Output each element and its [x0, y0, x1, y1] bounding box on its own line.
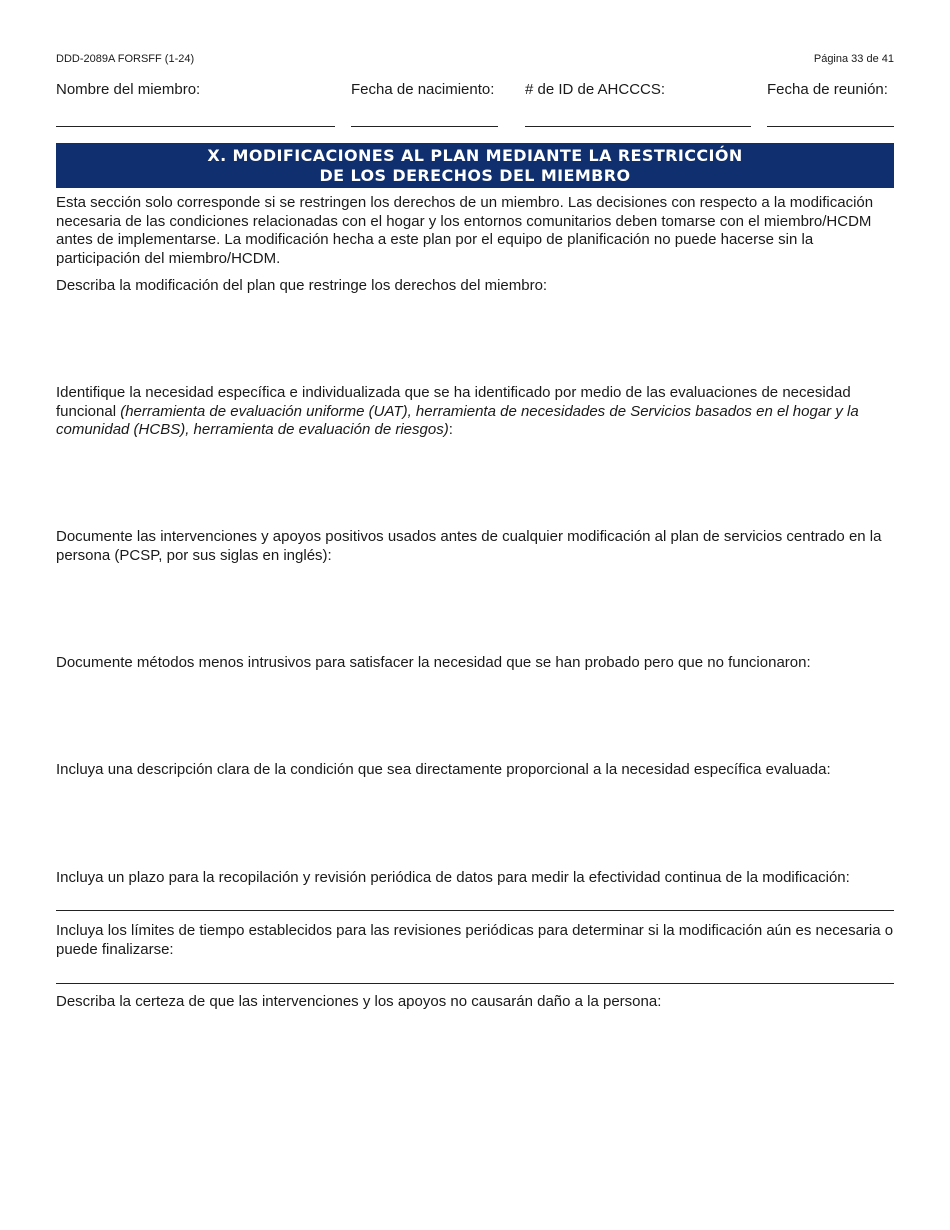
meeting-date-field[interactable] [767, 126, 894, 127]
form-code: DDD-2089A FORSFF (1-24) [56, 53, 195, 65]
answer-no-harm-assurance[interactable] [56, 1015, 894, 1165]
question-time-limits: Incluya los límites de tiempo establecidos para las revisiones periódicas para determinar si la modificación aún es necesaria o puede finalizarse: [56, 922, 894, 958]
ahcccs-id-field[interactable] [525, 126, 751, 127]
section-title-line1: X. MODIFICACIONES AL PLAN MEDIANTE LA RESTRICCIÓN [207, 146, 743, 165]
question-modification-description: Describa la modificación del plan que restringe los derechos del miembro: [56, 277, 548, 294]
question-less-intrusive-methods: Documente métodos menos intrusivos para satisfacer la necesidad que se han probado pero que no funcionaron: [56, 654, 811, 671]
meeting-date-label: Fecha de reunión: [767, 81, 888, 98]
ahcccs-id-label: # de ID de AHCCCS: [525, 81, 666, 98]
question-specific-need-text: Identifique la necesidad específica e individualizada que se ha identificado por medio de las evaluaciones de necesidad funcional [56, 384, 851, 420]
question-condition-description: Incluya una descripción clara de la condición que sea directamente proporcional a la necesidad específica evaluada: [56, 761, 831, 778]
section-title-banner [56, 143, 894, 188]
answer-positive-interventions[interactable] [56, 568, 894, 650]
answer-time-limits[interactable] [56, 983, 894, 984]
question-positive-interventions: Documente las intervenciones y apoyos positivos usados antes de cualquier modificación al plan de servicios centrado en la persona (PCSP, por sus siglas en inglés): [56, 528, 882, 564]
page-number: Página 33 de 41 [813, 53, 894, 65]
question-data-review-timeline: Incluya un plazo para la recopilación y revisión periódica de datos para medir la efectividad continua de la modificación: [56, 869, 850, 886]
section-title-line2: DE LOS DERECHOS DEL MIEMBRO [319, 166, 631, 185]
birth-date-label: Fecha de nacimiento: [351, 81, 495, 98]
question-specific-need [56, 384, 896, 440]
member-name-field[interactable] [56, 126, 335, 127]
answer-specific-need[interactable] [56, 442, 894, 522]
member-name-label: Nombre del miembro: [56, 81, 201, 98]
question-no-harm-assurance: Describa la certeza de que las intervenciones y los apoyos no causarán daño a la persona: [56, 993, 662, 1010]
answer-modification-description[interactable] [56, 298, 894, 378]
answer-condition-description[interactable] [56, 783, 894, 865]
answer-less-intrusive-methods[interactable] [56, 676, 894, 758]
question-specific-need-tools: (herramienta de evaluación uniforme (UAT), herramienta de necesidades de Servicios basados en el hogar y la comunidad (HCBS), herramienta de evaluación de riesgos) [56, 402, 859, 438]
section-intro: Esta sección solo corresponde si se restringen los derechos de un miembro. Las decisiones con respecto a la modificación necesaria de las condiciones relacionadas con el hogar y los entornos comunitarios deben tomarse con el miembro/HCDM antes de implementarse. La modificación hecha a este plan por el equipo de planificación no puede hacerse sin la participación del miembro/HCDM. [56, 194, 874, 267]
answer-data-review-timeline[interactable] [56, 910, 894, 911]
question-specific-need-end: : [448, 421, 453, 438]
birth-date-field[interactable] [351, 126, 498, 127]
